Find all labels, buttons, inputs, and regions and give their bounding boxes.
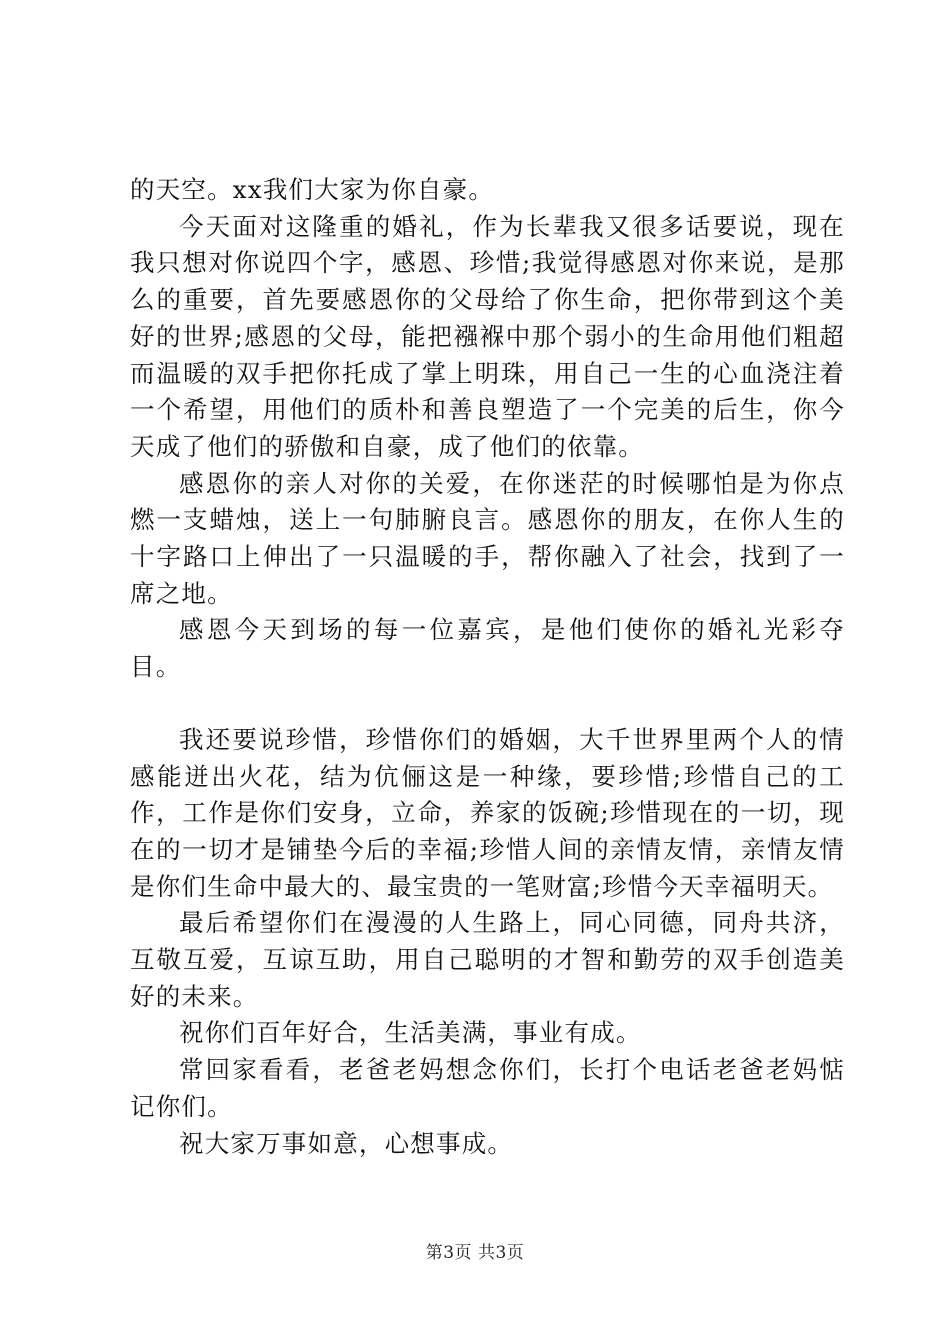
paragraph-gratitude-family-friends: 感恩你的亲人对你的关爱，在你迷茫的时候哪怕是为你点燃一支蜡烛，送上一句肺腑良言。感恩你的朋友，在你人生的十字路口上伸出了一只温暖的手，帮你融入了社会，找到了一席之地。 xyxy=(130,468,845,608)
page-number-footer: 第3页 共3页 xyxy=(425,1243,525,1263)
paragraph-gratitude-guests: 感恩今天到场的每一位嘉宾，是他们使你的婚礼光彩夺目。 xyxy=(130,615,845,682)
paragraph-closing: 祝大家万事如意，心想事成。 xyxy=(179,1128,514,1158)
paragraph-hope: 最后希望你们在漫漫的人生路上，同心同德，同舟共济，互敬互爱，互谅互助，用自己聪明的才智和勤劳的双手创造美好的未来。 xyxy=(130,908,845,1011)
paragraph-cherish: 我还要说珍惜，珍惜你们的婚姻，大千世界里两个人的情感能迸出火花，结为伉俪这是一种缘，要珍惜;珍惜自己的工作，工作是你们安身，立命，养家的饭碗;珍惜现在的一切，现在的一切才是铺垫今后的幸福;珍惜人间的亲情友情，亲情友情是你们生命中最大的、最宝贵的一笔财富;珍惜今天幸福明天。 xyxy=(130,724,845,901)
paragraph-continuation: 的天空。xx我们大家为你自豪。 xyxy=(130,175,495,204)
paragraph-come-home: 常回家看看，老爸老妈想念你们，长打个电话老爸老妈惦记你们。 xyxy=(130,1055,845,1121)
paragraph-gratitude-intro: 今天面对这隆重的婚礼，作为长辈我又很多话要说，现在我只想对你说四个字，感恩、珍惜;我觉得感恩对你来说，是那么的重要，首先要感恩你的父母给了你生命，把你带到这个美好的世界;感恩的父母，能把襁褓中那个弱小的生命用他们粗超而温暖的双手把你托成了掌上明珠，用自己一生的心血浇注着一个希望，用他们的质朴和善良塑造了一个完美的后生，你今天成了他们的骄傲和自豪，成了他们的依靠。 xyxy=(130,211,845,461)
document-body xyxy=(130,172,845,1162)
paragraph-blessing: 祝你们百年好合，生活美满，事业有成。 xyxy=(179,1018,642,1048)
